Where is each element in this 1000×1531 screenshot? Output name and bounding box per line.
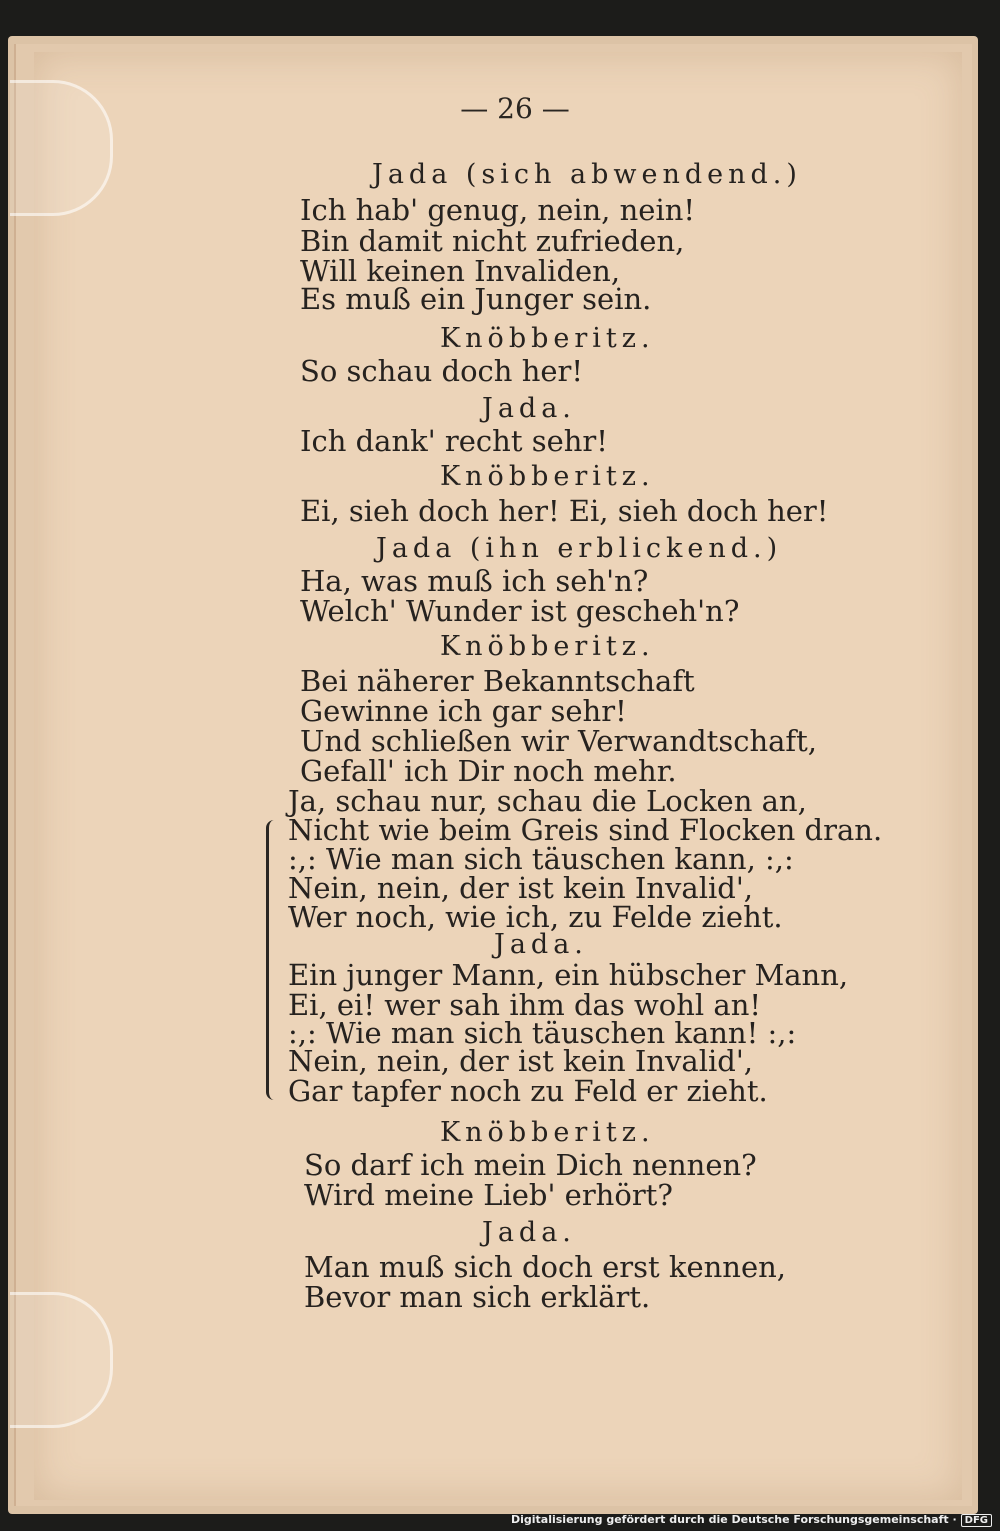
digitization-credit [511,1513,992,1527]
verse-line: Ein junger Mann, ein hübscher Mann, [288,958,849,992]
speaker-name: Knöbberitz. [440,461,655,492]
verse-line: Ei, sieh doch her! Ei, sieh doch her! [300,494,829,528]
speaker-name: Knöbberitz. [440,323,655,354]
speaker-name: Knöbberitz. [440,1117,655,1148]
stage-direction: Jada (sich abwendend.) [372,159,802,190]
curly-brace [266,820,283,1100]
speaker-name: Jada. [482,1217,576,1248]
verse-line: Ich dank' recht sehr! [300,424,608,458]
verse-line: Nein, nein, der ist kein Invalid', [288,1044,754,1078]
verse-line: Gewinne ich gar sehr! [300,694,627,728]
verse-line: Ich hab' genug, nein, nein! [300,193,696,227]
verse-line: Bei näherer Bekanntschaft [300,664,695,698]
verse-line: Und schließen wir Verwandtschaft, [300,724,818,758]
verse-line: Nein, nein, der ist kein Invalid', [288,871,754,905]
verse-line: :,: Wie man sich täuschen kann! :,: [288,1016,797,1050]
verse-line: Bevor man sich erklärt. [304,1280,651,1314]
verse-line: Ei, ei! wer sah ihm das wohl an! [288,988,762,1022]
verse-line: :,: Wie man sich täuschen kann, :,: [288,842,794,876]
verse-line: So schau doch her! [300,354,584,388]
speaker-name: Jada. [482,393,576,424]
speaker-name: Jada. [494,929,588,960]
verse-line: Man muß sich doch erst kennen, [304,1250,787,1284]
verse-line: Bin damit nicht zufrieden, [300,224,685,258]
stage-direction: Jada (ihn erblickend.) [376,533,783,564]
footer-text: Digitalisierung gefördert durch die Deutsche Forschungsgemeinschaft · [510,1513,957,1526]
verse-line: Wird meine Lieb' erhört? [304,1178,673,1212]
verse-line: Wer noch, wie ich, zu Felde zieht. [288,900,783,934]
verse-line: Gefall' ich Dir noch mehr. [300,754,677,788]
verse-line: Ja, schau nur, schau die Locken an, [288,784,807,818]
verse-line: Gar tapfer noch zu Feld er zieht. [288,1074,768,1108]
speaker-name: Knöbberitz. [440,631,655,662]
dfg-logo-icon: DFG [961,1514,992,1527]
verse-line: Nicht wie beim Greis sind Flocken dran. [288,813,883,847]
verse-line: Ha, was muß ich seh'n? [300,564,649,598]
verse-line: Welch' Wunder ist gescheh'n? [300,594,740,628]
verse-line: Es muß ein Junger sein. [300,282,652,316]
verse-line: Will keinen Invaliden, [300,254,621,288]
page-number: — 26 — [460,92,570,125]
verse-line: So darf ich mein Dich nennen? [304,1148,757,1182]
